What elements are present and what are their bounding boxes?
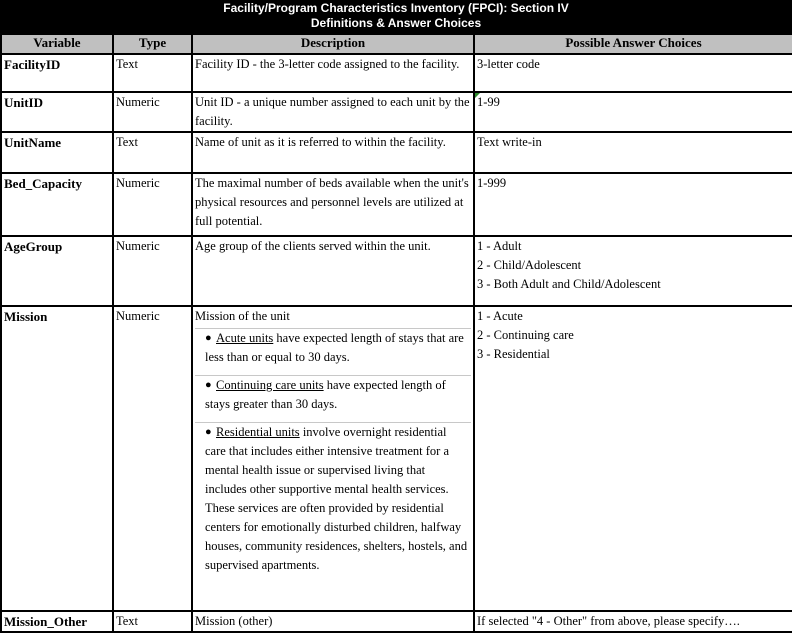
table-row <box>1 236 792 306</box>
bullet-icon: ● <box>205 426 212 438</box>
answer-choice: 3-letter code <box>477 57 540 71</box>
header-type: Type <box>113 34 192 54</box>
answer-choice: 1 - Acute <box>477 309 523 323</box>
type-cell: Numeric <box>113 306 192 611</box>
table-row <box>1 92 792 132</box>
description-cell: Age group of the clients served within the unit. <box>192 236 474 306</box>
type-cell: Numeric <box>113 92 192 132</box>
variable-cell: Mission_Other <box>1 611 113 632</box>
description-cell: Facility ID - the 3-letter code assigned to the facility. <box>192 54 474 92</box>
type-cell: Numeric <box>113 236 192 306</box>
bullet-term: Acute units <box>216 331 274 345</box>
answer-choice: 3 - Both Adult and Child/Adolescent <box>477 277 661 291</box>
table-row <box>1 132 792 173</box>
description-cell <box>192 306 474 611</box>
answer-choice: 1 - Adult <box>477 239 522 253</box>
answer-choice: 1-999 <box>477 176 507 190</box>
answer-cell <box>474 92 792 132</box>
type-cell: Numeric <box>113 173 192 236</box>
variable-cell: Mission <box>1 306 113 611</box>
table-row <box>1 54 792 92</box>
description-cell: Mission (other) <box>192 611 474 632</box>
type-cell: Text <box>113 54 192 92</box>
variable-cell: UnitID <box>1 92 113 132</box>
bullet-icon: ● <box>205 332 212 344</box>
description-cell: Name of unit as it is referred to within the facility. <box>192 132 474 173</box>
answer-cell <box>474 54 792 92</box>
title-line-2: Definitions & Answer Choices <box>310 16 482 30</box>
answer-cell <box>474 132 792 173</box>
bullet-item <box>195 375 471 414</box>
table-row <box>1 306 792 611</box>
bullet-item <box>195 328 471 367</box>
header-answer-choices: Possible Answer Choices <box>474 34 792 54</box>
answer-cell <box>474 611 792 632</box>
bullet-term: Continuing care units <box>216 378 324 392</box>
description-cell: Unit ID - a unique number assigned to each unit by the facility. <box>192 92 474 132</box>
header-description: Description <box>192 34 474 54</box>
answer-cell <box>474 236 792 306</box>
answer-choice: 3 - Residential <box>477 347 550 361</box>
answer-choice: If selected "4 - Other" from above, please specify…. <box>477 614 740 628</box>
bullet-text: involve overnight residential care that includes either intensive treatment for a mental health issue or supervised living that includes other supportive mental health services. These services are often provided by residential centers for emotionally disturbed children, halfway houses, community residences, shelters, hostels, and supervised apartments. <box>205 425 468 572</box>
header-variable: Variable <box>1 34 113 54</box>
variable-cell: FacilityID <box>1 54 113 92</box>
description-cell: The maximal number of beds available when the unit's physical resources and personnel levels are utilized at full potential. <box>192 173 474 236</box>
variable-cell: AgeGroup <box>1 236 113 306</box>
answer-choice: 1-99 <box>477 95 500 109</box>
description-text: Mission of the unit <box>195 309 290 323</box>
answer-cell <box>474 306 792 611</box>
title-line-1: Facility/Program Characteristics Inventory (FPCI): Section IV <box>223 1 569 15</box>
answer-choice: 2 - Child/Adolescent <box>477 258 582 272</box>
variable-cell: Bed_Capacity <box>1 173 113 236</box>
bullet-term: Residential units <box>216 425 300 439</box>
bullet-item <box>195 422 471 575</box>
table-row <box>1 173 792 236</box>
bullet-icon: ● <box>205 379 212 391</box>
type-cell: Text <box>113 611 192 632</box>
definitions-table <box>0 33 792 633</box>
comment-marker-icon <box>475 93 480 98</box>
document-title <box>0 0 792 34</box>
answer-cell <box>474 173 792 236</box>
answer-choice: 2 - Continuing care <box>477 328 574 342</box>
bullet-text: have expected length of stays greater than 30 days. <box>205 378 446 411</box>
variable-cell: UnitName <box>1 132 113 173</box>
bullet-text: have expected length of stays that are less than or equal to 30 days. <box>205 331 464 364</box>
table-row <box>1 611 792 632</box>
answer-choice: Text write-in <box>477 135 542 149</box>
header-row <box>1 34 792 54</box>
type-cell: Text <box>113 132 192 173</box>
